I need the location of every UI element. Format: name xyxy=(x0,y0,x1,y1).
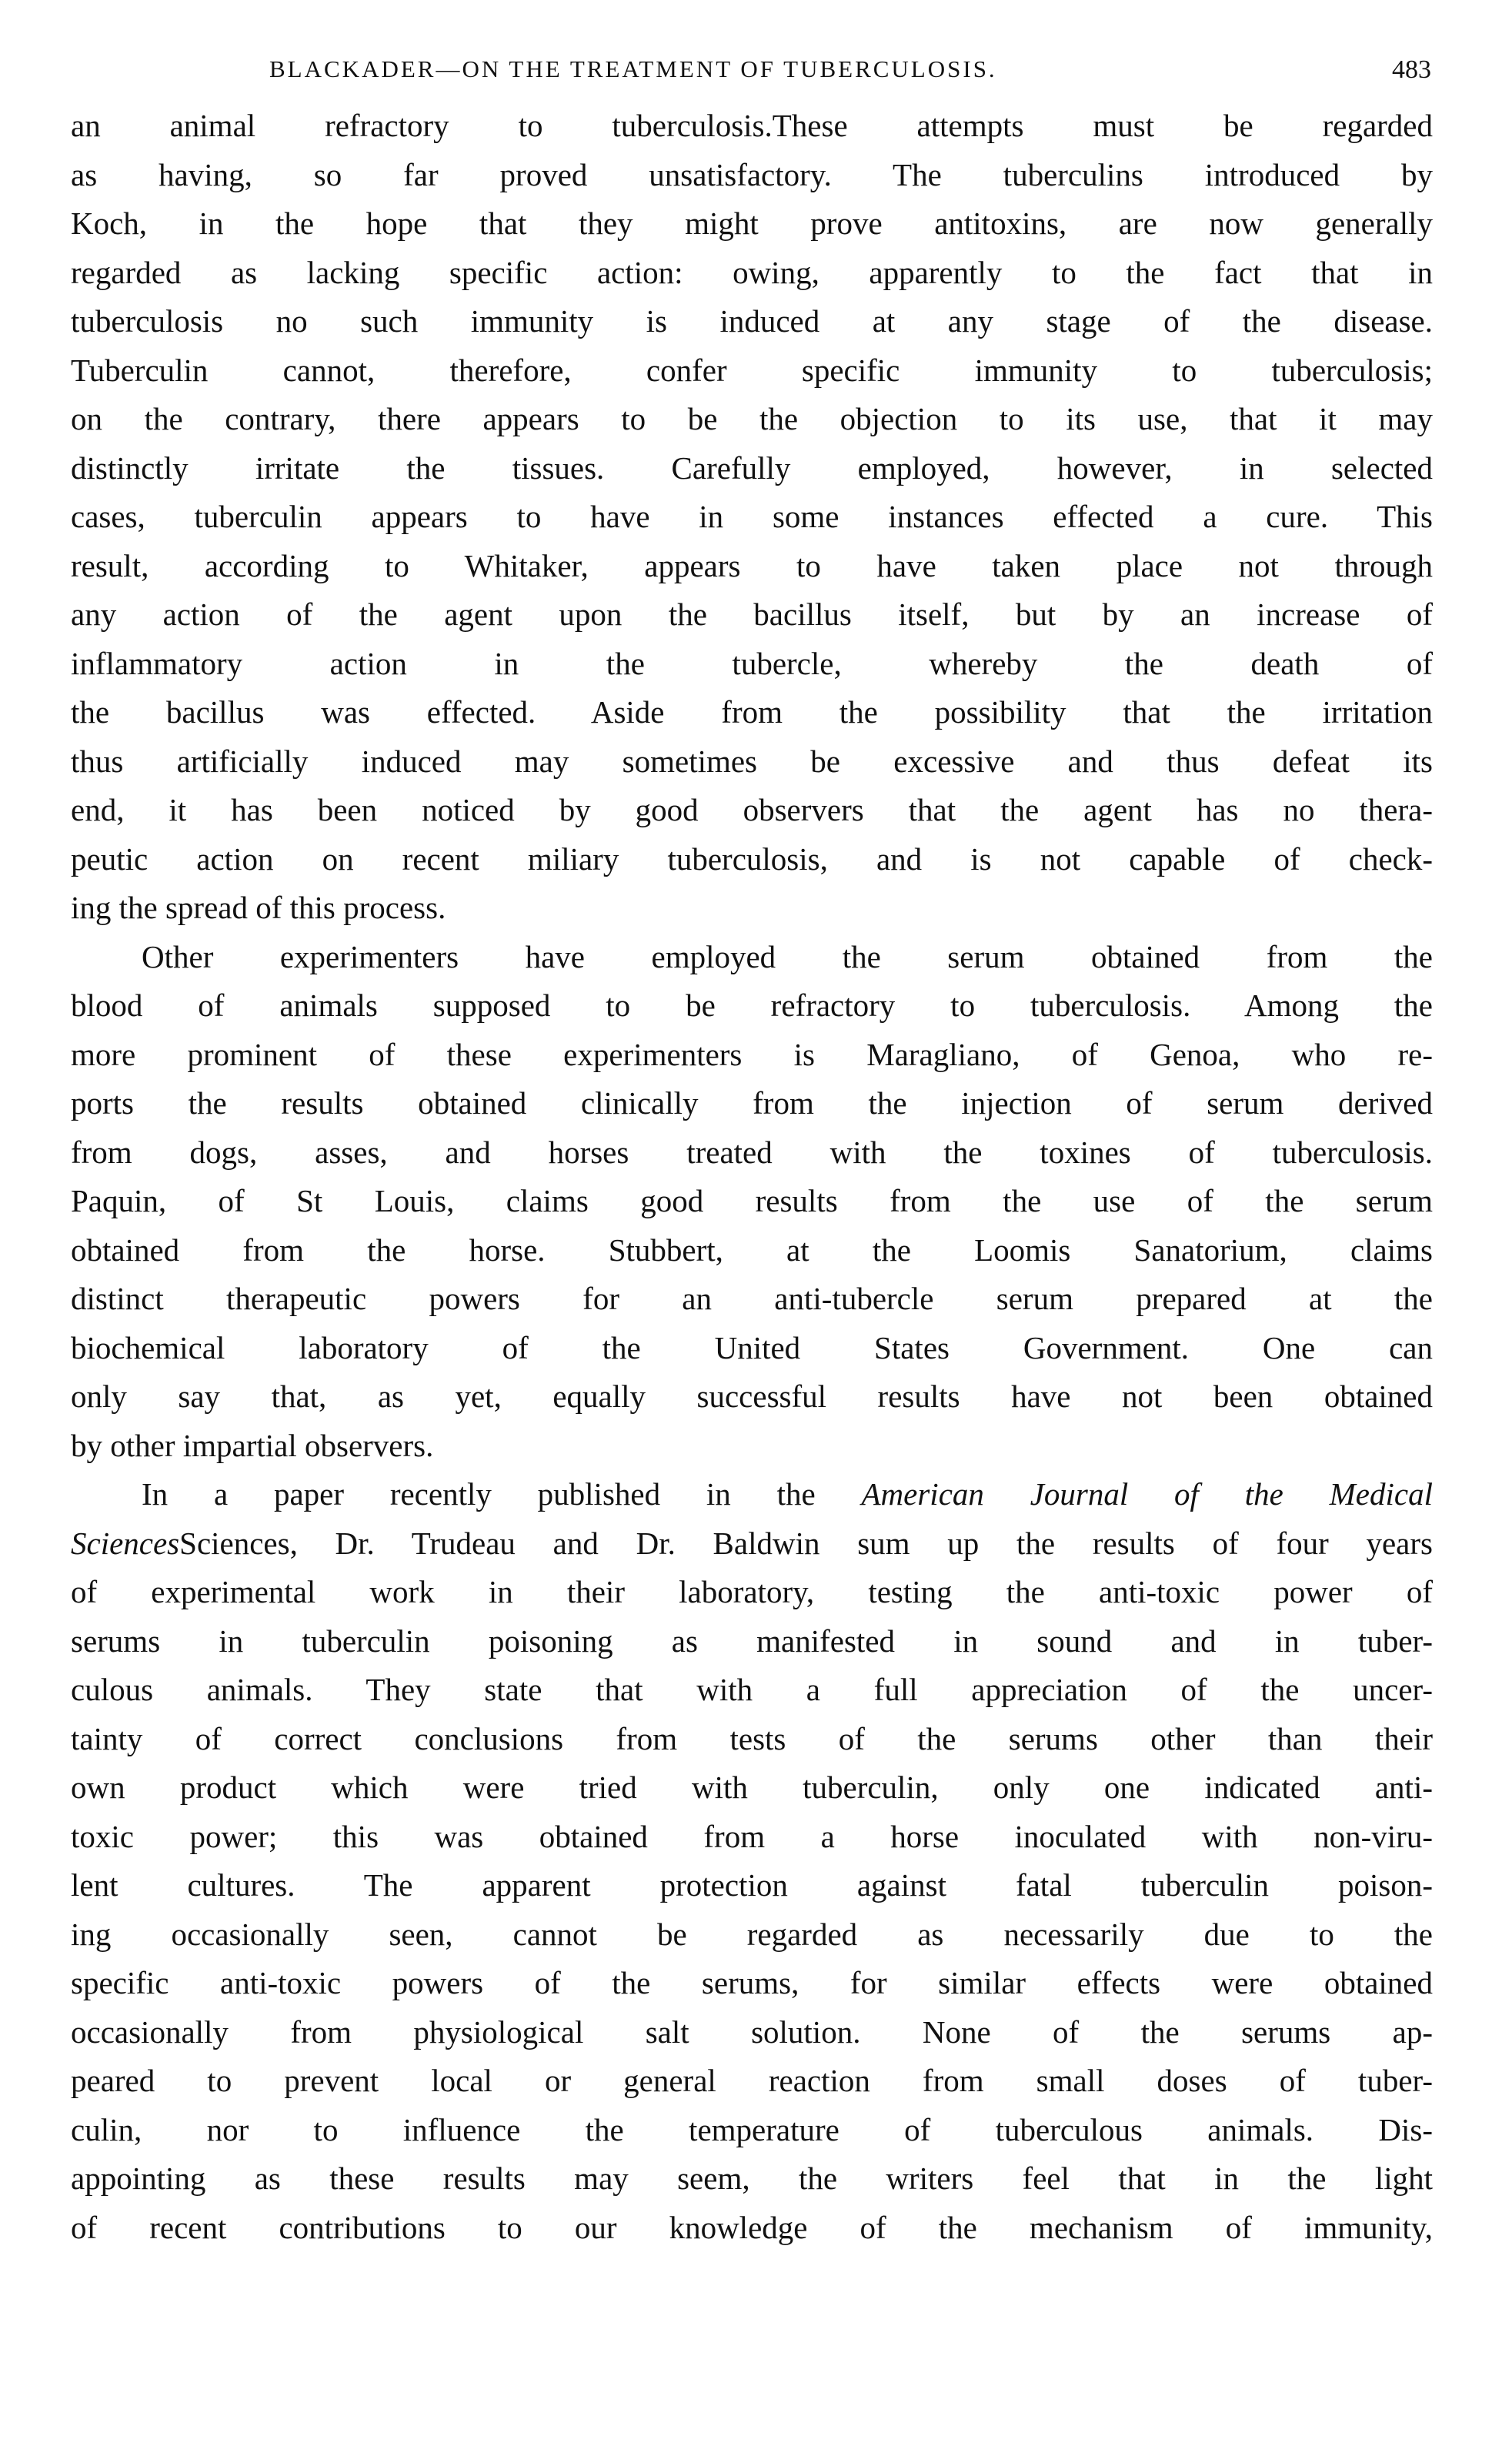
text-line: Other experimenters have employed the serum obtained from the xyxy=(142,938,1433,974)
text-line: specific anti-toxic powers of the serums, for similar effects were obtained xyxy=(71,1965,1433,2000)
text-line: as having, so far proved unsatisfactory. The tuberculins introduced by xyxy=(71,156,1433,192)
text-line: tuberculosis no such immunity is induced at any stage of the disease. xyxy=(71,303,1433,339)
text-line: result, according to Whitaker, appears to have taken place not through xyxy=(71,547,1433,583)
text-line: appointing as these results may seem, the writers feel that in the light xyxy=(71,2161,1433,2196)
text-line: distinctly irritate the tissues. Carefully employed, however, in selected xyxy=(71,449,1433,486)
text-line: lent cultures. The apparent protection against fatal tuberculin poison- xyxy=(71,1867,1433,1903)
text-line: only say that, as yet, equally successful results have not been obtained xyxy=(71,1379,1433,1414)
text-line: of recent contributions to our knowledge of the mechanism of immunity, xyxy=(71,2209,1433,2245)
text-line: toxic power; this was obtained from a horse inoculated with non-viru- xyxy=(71,1818,1433,1854)
text-line: distinct therapeutic powers for an anti-tubercle serum prepared at the xyxy=(71,1281,1433,1316)
text-line: peared to prevent local or general reaction from small doses of tuber- xyxy=(71,2063,1433,2098)
page-number: 483 xyxy=(1392,55,1431,84)
text-line: regarded as lacking specific action: owing, apparently to the fact that in xyxy=(71,254,1433,290)
journal-title: American Journal of the Medical xyxy=(861,1476,1433,1512)
text-line-rest: Sciences, Dr. Trudeau and Dr. Baldwin sum up the results of four years xyxy=(179,1525,1433,1561)
text-line: obtained from the horse. Stubbert, at the Loomis Sanatorium, claims xyxy=(71,1232,1433,1268)
text-line: culous animals. They state that with a full appreciation of the uncer- xyxy=(71,1672,1433,1707)
text-line: occasionally from physiological salt solution. None of the serums ap- xyxy=(71,2014,1433,2050)
text-line: thus artificially induced may sometimes be excessive and thus defeat its xyxy=(71,743,1433,779)
text-line: Tuberculin cannot, therefore, confer specific immunity to tuberculosis; xyxy=(71,352,1433,388)
text-line: by other impartial observers. xyxy=(71,1427,434,1463)
text-line: ports the results obtained clinically from the injection of serum derived xyxy=(71,1085,1433,1121)
text-line: blood of animals supposed to be refractory to tuberculosis. Among the xyxy=(71,988,1433,1023)
text-line: peutic action on recent miliary tuberculosis, and is not capable of check- xyxy=(71,841,1433,877)
text-line: tainty of correct conclusions from tests of the serums other than their xyxy=(71,1720,1433,1756)
text-line: ing occasionally seen, cannot be regarded as necessarily due to the xyxy=(71,1916,1433,1952)
text-line: an animal refractory to tuberculosis.These attempts must be regarded xyxy=(71,108,1433,143)
text-line: ing the spread of this process. xyxy=(71,890,446,925)
text-line: the bacillus was effected. Aside from the possibility that the irritation xyxy=(71,694,1433,730)
page-header xyxy=(92,55,1431,94)
text-line-start: In a paper recently published in the xyxy=(142,1476,816,1512)
body-text xyxy=(71,102,1433,2252)
text-line-with-journal xyxy=(71,1519,1433,1569)
text-line: more prominent of these experimenters is Maragliano, of Genoa, who re- xyxy=(71,1036,1433,1072)
text-line: Paquin, of St Louis, claims good results from the use of the serum xyxy=(71,1183,1433,1218)
text-line-with-journal xyxy=(71,1470,1433,1519)
text-line: of experimental work in their laboratory, testing the anti-toxic power of xyxy=(71,1574,1433,1609)
running-head: BLACKADER—ON THE TREATMENT OF TUBERCULOSIS. xyxy=(269,55,997,82)
journal-title-cont: Sciences xyxy=(71,1525,180,1561)
text-line: own product which were tried with tuberculin, only one indicated anti- xyxy=(71,1770,1433,1805)
text-line: culin, nor to influence the temperature of tuberculous animals. Dis- xyxy=(71,2111,1433,2147)
text-line: cases, tuberculin appears to have in some instances effected a cure. This xyxy=(71,499,1433,534)
text-line: inflammatory action in the tubercle, whereby the death of xyxy=(71,645,1433,681)
text-line: serums in tuberculin poisoning as manifested in sound and in tuber- xyxy=(71,1623,1433,1659)
text-line: any action of the agent upon the bacillus itself, but by an increase of xyxy=(71,597,1433,632)
text-line: Koch, in the hope that they might prove antitoxins, are now generally xyxy=(71,206,1433,241)
text-line: end, it has been noticed by good observers that the agent has no thera- xyxy=(71,792,1433,827)
text-line: on the contrary, there appears to be the objection to its use, that it may xyxy=(71,401,1433,436)
text-line: from dogs, asses, and horses treated with the toxines of tuberculosis. xyxy=(71,1134,1433,1170)
text-line: biochemical laboratory of the United States Government. One can xyxy=(71,1329,1433,1365)
